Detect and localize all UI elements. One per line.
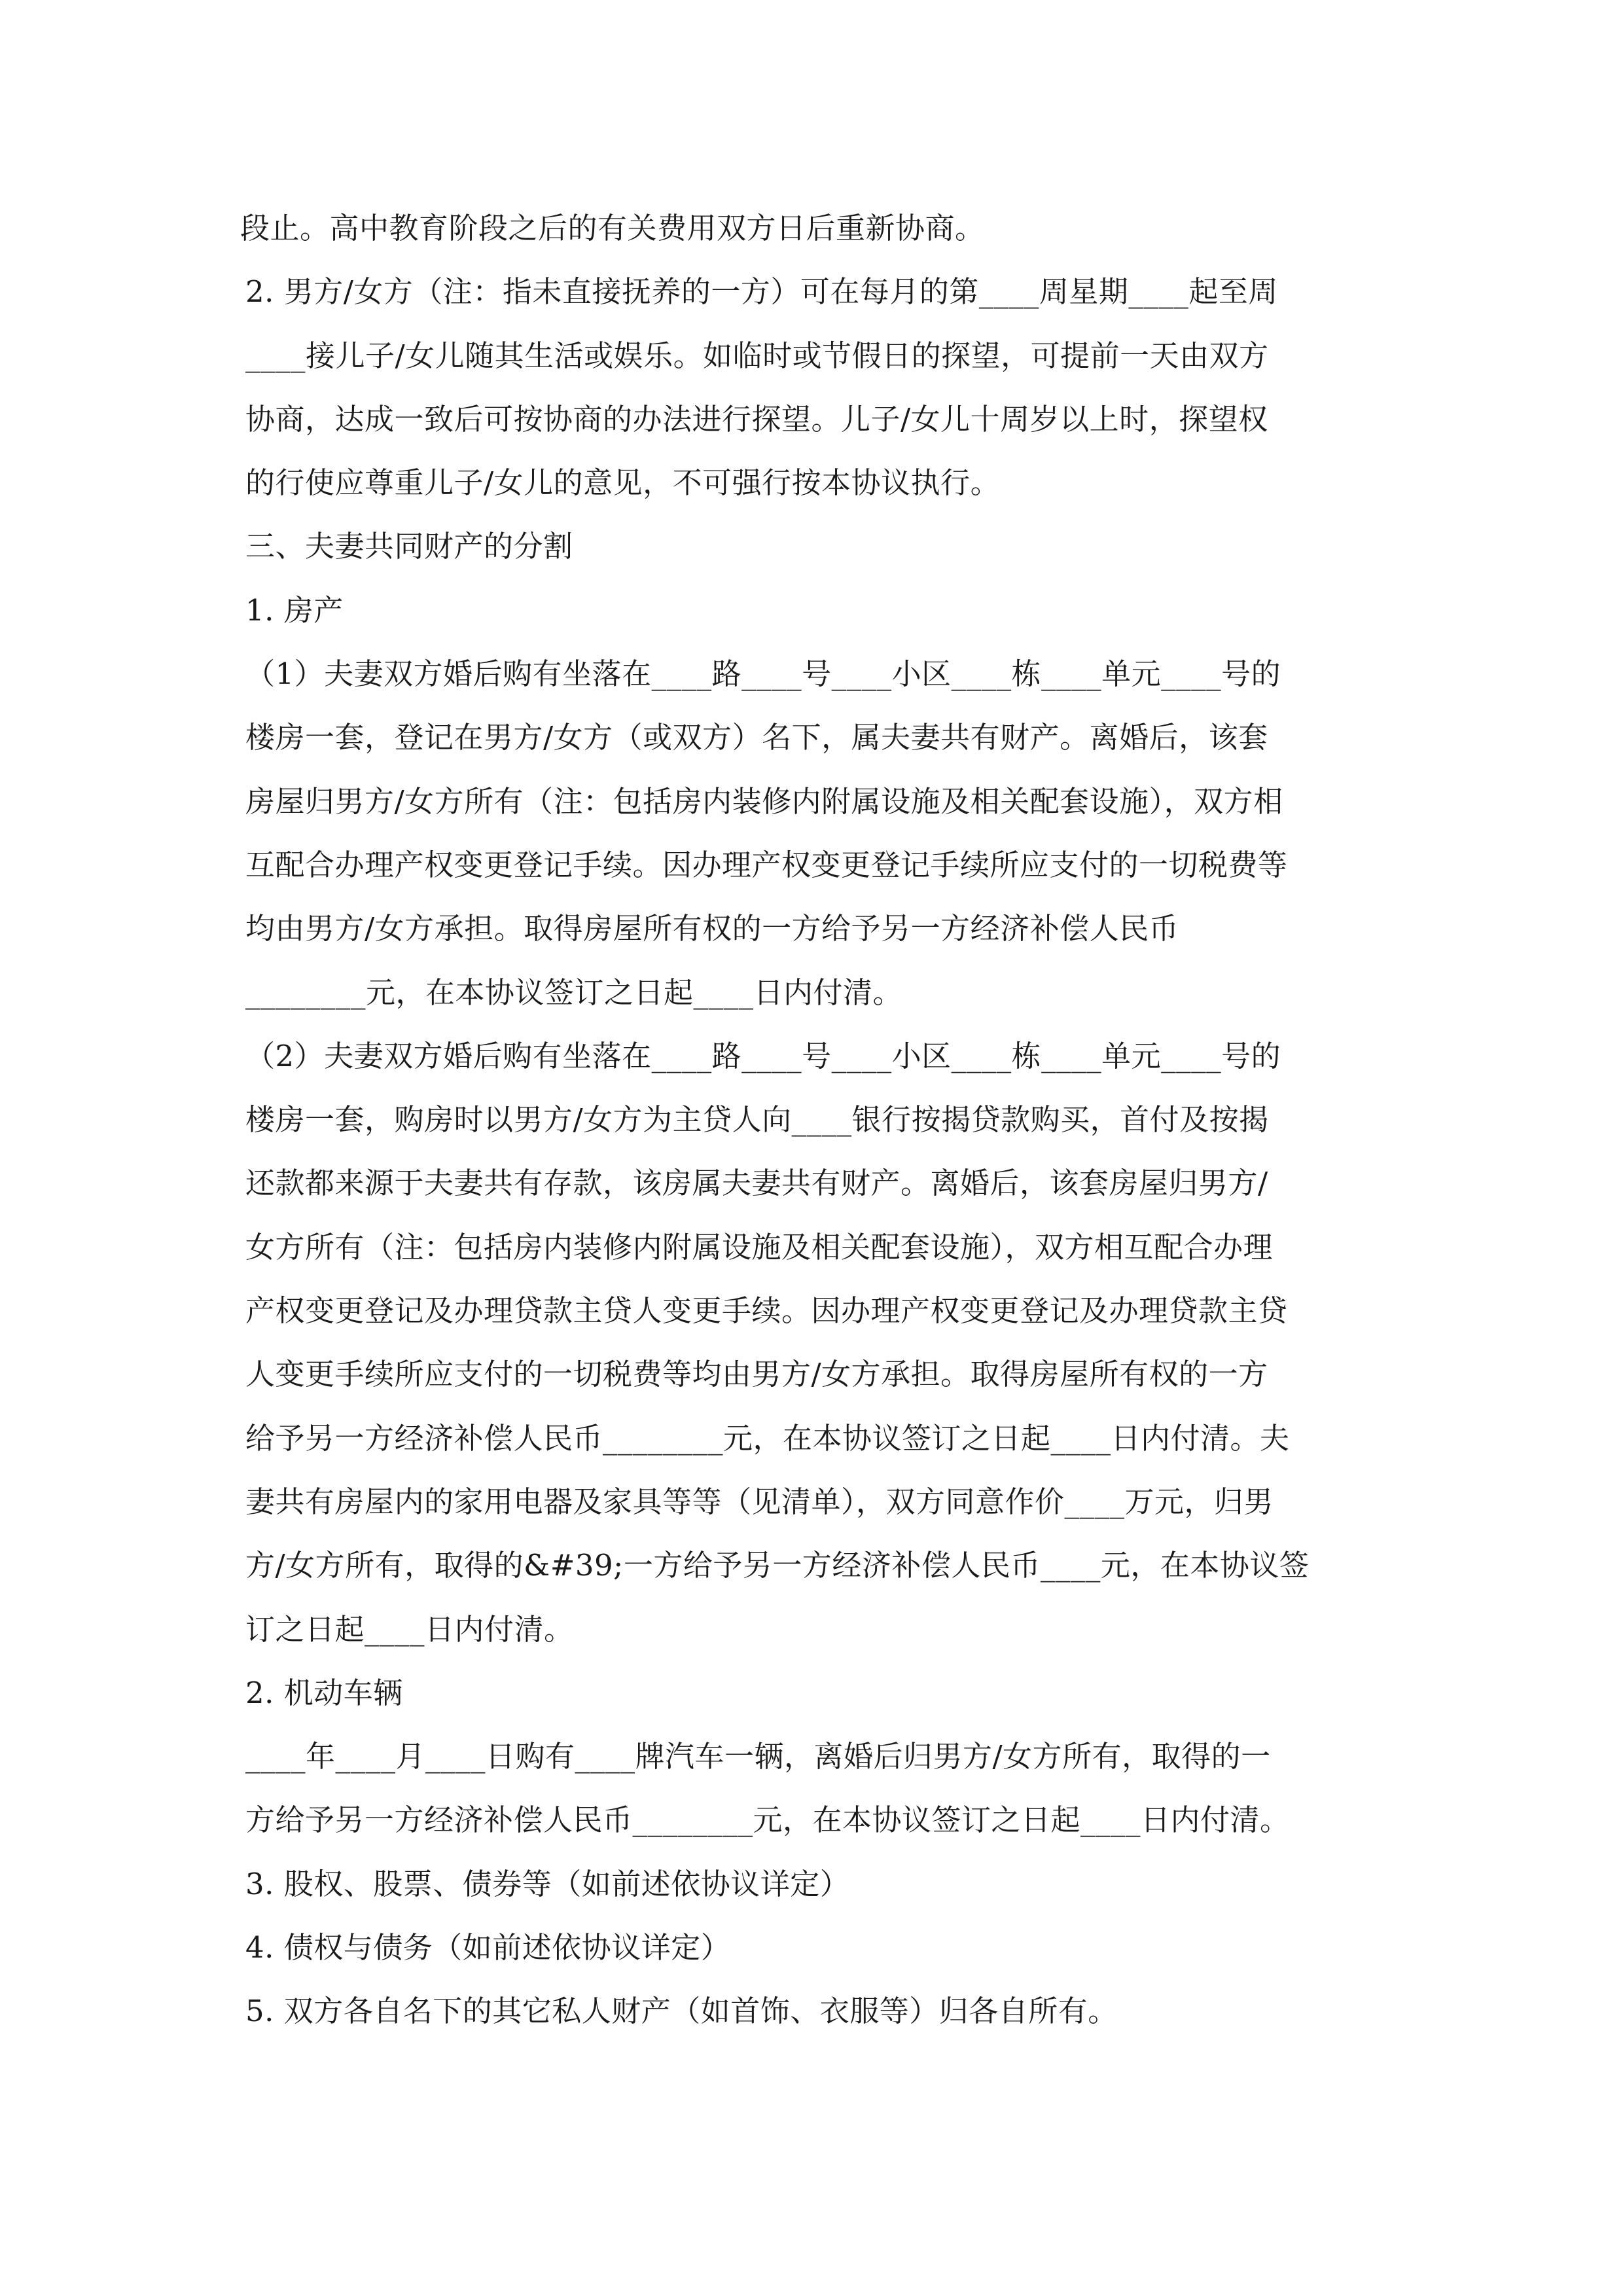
- text-line: ____接儿子/女儿随其生活或娱乐。如临时或节假日的探望，可提前一天由双方: [245, 338, 1269, 373]
- section-heading: 三、夫妻共同财产的分割: [245, 529, 573, 564]
- text-line: 产权变更登记及办理贷款主贷人变更手续。因办理产权变更登记及办理贷款主贷: [245, 1293, 1288, 1329]
- text-line: 协商，达成一致后可按协商的办法进行探望。儿子/女儿十周岁以上时，探望权: [245, 401, 1268, 437]
- text-line: 互配合办理产权变更登记手续。因办理产权变更登记手续所应支付的一切税费等: [245, 847, 1288, 882]
- text-line: （2）夫妻双方婚后购有坐落在____路____号____小区____栋____单元____号的: [245, 1038, 1281, 1073]
- document-body: [240, 196, 1384, 2043]
- text-line: 3. 股权、股票、债券等（如前述依协议详定）: [245, 1866, 850, 1901]
- text-line: 女方所有（注：包括房内装修内附属设施及相关配套设施），双方相互配合办理: [245, 1229, 1274, 1265]
- text-line: 人变更手续所应支付的一切税费等均由男方/女方承担。取得房屋所有权的一方: [245, 1357, 1268, 1392]
- text-line: 楼房一套，购房时以男方/女方为主贷人向____银行按揭贷款购买，首付及按揭: [245, 1102, 1269, 1138]
- text-line: 均由男方/女方承担。取得房屋所有权的一方给予另一方经济补偿人民币: [245, 911, 1179, 946]
- text-line: 妻共有房屋内的家用电器及家具等等（见清单），双方同意作价____万元，归男: [245, 1484, 1274, 1519]
- subsection-heading: 1. 房产: [245, 592, 344, 628]
- text-line: 楼房一套，登记在男方/女方（或双方）名下，属夫妻共有财产。离婚后，该套: [245, 720, 1268, 755]
- text-line: ________元，在本协议签订之日起____日内付清。: [245, 975, 903, 1010]
- text-line: 4. 债权与债务（如前述依协议详定）: [245, 1930, 731, 1965]
- text-line: 还款都来源于夫妻共有存款，该房属夫妻共有财产。离婚后，该套房屋归男方/: [245, 1166, 1268, 1201]
- text-line: 的行使应尊重儿子/女儿的意见，不可强行按本协议执行。: [245, 465, 1001, 501]
- text-line: ____年____月____日购有____牌汽车一辆，离婚后归男方/女方所有，取得的一: [245, 1739, 1271, 1774]
- text-line: 房屋归男方/女方所有（注：包括房内装修内附属设施及相关配套设施），双方相: [245, 783, 1283, 819]
- text-line: 2. 男方/女方（注：指未直接抚养的一方）可在每月的第____周星期____起至周: [245, 274, 1278, 310]
- text-line: 给予另一方经济补偿人民币________元，在本协议签订之日起____日内付清。夫: [245, 1420, 1290, 1456]
- text-line: 5. 双方各自名下的其它私人财产（如首饰、衣服等）归各自所有。: [245, 1994, 1118, 2029]
- text-line: 方给予另一方经济补偿人民币________元，在本协议签订之日起____日内付清。: [245, 1803, 1290, 1838]
- text-line: 订之日起____日内付清。: [245, 1611, 574, 1647]
- subsection-heading: 2. 机动车辆: [245, 1675, 403, 1710]
- text-line: 段止。高中教育阶段之后的有关费用双方日后重新协商。: [240, 211, 985, 245]
- text-line: 方/女方所有，取得的&#39;一方给予另一方经济补偿人民币____元，在本协议签: [245, 1548, 1310, 1583]
- text-line: （1）夫妻双方婚后购有坐落在____路____号____小区____栋____单元____号的: [245, 656, 1281, 692]
